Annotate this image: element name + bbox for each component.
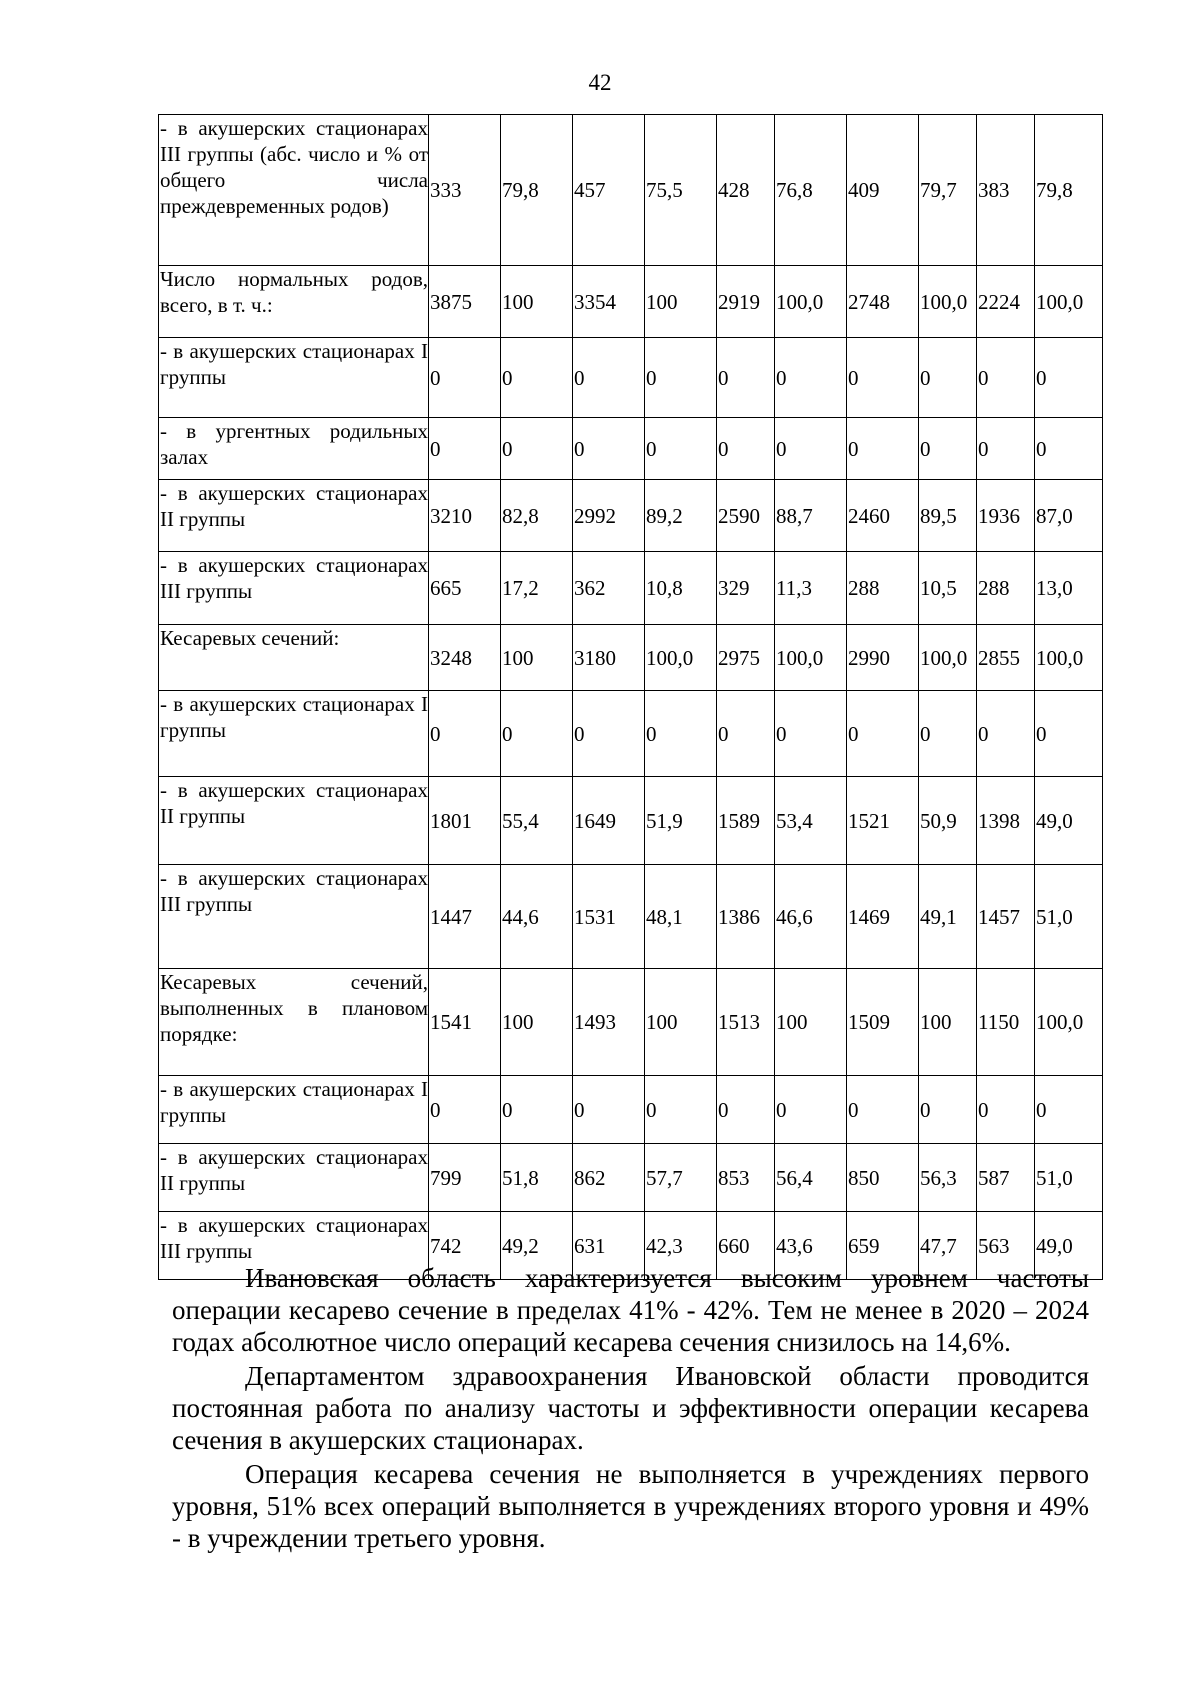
table-cell: 0 <box>1035 1076 1103 1144</box>
table-cell: 100,0 <box>919 625 977 691</box>
table-cell: 0 <box>645 1076 717 1144</box>
table-cell: 0 <box>429 691 501 777</box>
paragraph: Департаментом здравоохранения Ивановской области проводится постоянная работа по анализу частоты и эффективности операции кесарева сечения в акушерских стационарах. <box>172 1361 1089 1455</box>
table-cell: 51,8 <box>501 1144 573 1212</box>
table-cell: 57,7 <box>645 1144 717 1212</box>
table-cell: 1589 <box>717 777 775 865</box>
table-cell: 0 <box>977 1076 1035 1144</box>
table-cell: 2990 <box>847 625 919 691</box>
table-cell: 100 <box>775 969 847 1076</box>
table-cell: 2975 <box>717 625 775 691</box>
row-label: - в акушерских стационарах I группы <box>159 338 429 418</box>
table-cell: 87,0 <box>1035 480 1103 552</box>
statistics-table <box>158 114 1103 1280</box>
table-cell: 1509 <box>847 969 919 1076</box>
table-cell: 2919 <box>717 266 775 338</box>
table-cell: 862 <box>573 1144 645 1212</box>
table-row <box>159 1144 1103 1212</box>
table-cell: 3354 <box>573 266 645 338</box>
table-cell: 2460 <box>847 480 919 552</box>
table-cell: 100,0 <box>775 266 847 338</box>
table-cell: 0 <box>645 338 717 418</box>
table-cell: 53,4 <box>775 777 847 865</box>
table-cell: 100,0 <box>775 625 847 691</box>
table-cell: 100 <box>501 625 573 691</box>
table-cell: 2855 <box>977 625 1035 691</box>
table-cell: 457 <box>573 115 645 266</box>
table-cell: 563 <box>977 1212 1035 1280</box>
row-label: Кесаревых сечений: <box>159 625 429 691</box>
table-cell: 0 <box>1035 338 1103 418</box>
table-cell: 799 <box>429 1144 501 1212</box>
table-cell: 100,0 <box>1035 266 1103 338</box>
table-cell: 1398 <box>977 777 1035 865</box>
table-cell: 13,0 <box>1035 552 1103 625</box>
table-cell: 0 <box>429 1076 501 1144</box>
table-cell: 1447 <box>429 865 501 969</box>
table-cell: 49,1 <box>919 865 977 969</box>
table-cell: 56,4 <box>775 1144 847 1212</box>
table-row <box>159 266 1103 338</box>
table-cell: 0 <box>1035 691 1103 777</box>
row-label: Кесаревых сечений, выполненных в плановом порядке: <box>159 969 429 1076</box>
table-cell: 75,5 <box>645 115 717 266</box>
table-cell: 0 <box>717 1076 775 1144</box>
table-row <box>159 777 1103 865</box>
table-cell: 0 <box>775 418 847 480</box>
table-cell: 47,7 <box>919 1212 977 1280</box>
table-cell: 1457 <box>977 865 1035 969</box>
table-cell: 0 <box>919 1076 977 1144</box>
table-cell: 49,0 <box>1035 777 1103 865</box>
table-cell: 82,8 <box>501 480 573 552</box>
table-cell: 0 <box>775 1076 847 1144</box>
table-cell: 383 <box>977 115 1035 266</box>
table-cell: 1936 <box>977 480 1035 552</box>
table-cell: 0 <box>717 338 775 418</box>
table-cell: 329 <box>717 552 775 625</box>
table-cell: 0 <box>501 691 573 777</box>
table-cell: 100 <box>645 969 717 1076</box>
table-row <box>159 338 1103 418</box>
table-cell: 1531 <box>573 865 645 969</box>
table-cell: 79,7 <box>919 115 977 266</box>
table-cell: 0 <box>1035 418 1103 480</box>
table-cell: 0 <box>573 691 645 777</box>
table-cell: 1513 <box>717 969 775 1076</box>
table-cell: 0 <box>645 418 717 480</box>
table-cell: 665 <box>429 552 501 625</box>
table-cell: 1649 <box>573 777 645 865</box>
table-cell: 0 <box>977 418 1035 480</box>
table-cell: 1386 <box>717 865 775 969</box>
table-cell: 0 <box>501 418 573 480</box>
table-cell: 89,2 <box>645 480 717 552</box>
table-cell: 0 <box>573 338 645 418</box>
table-cell: 100,0 <box>1035 625 1103 691</box>
table-cell: 2590 <box>717 480 775 552</box>
table-cell: 2224 <box>977 266 1035 338</box>
table-cell: 100,0 <box>919 266 977 338</box>
table-cell: 55,4 <box>501 777 573 865</box>
table-cell: 10,8 <box>645 552 717 625</box>
table-cell: 0 <box>847 338 919 418</box>
table-cell: 0 <box>977 338 1035 418</box>
table-row <box>159 625 1103 691</box>
table-cell: 0 <box>573 1076 645 1144</box>
table-cell: 48,1 <box>645 865 717 969</box>
table-row <box>159 691 1103 777</box>
table-cell: 44,6 <box>501 865 573 969</box>
table-cell: 100 <box>501 969 573 1076</box>
paragraph: Ивановская область характеризуется высоким уровнем частоты операции кесарево сечение в пределах 41% - 42%. Тем не менее в 2020 – 2024 годах абсолютное число операций кесарева сечения снизилось на 14,6%. <box>172 1263 1089 1357</box>
table-cell: 0 <box>501 338 573 418</box>
table-row <box>159 969 1103 1076</box>
table-cell: 0 <box>501 1076 573 1144</box>
table-cell: 1541 <box>429 969 501 1076</box>
table-cell: 742 <box>429 1212 501 1280</box>
table-cell: 1801 <box>429 777 501 865</box>
table-cell: 11,3 <box>775 552 847 625</box>
table-row <box>159 865 1103 969</box>
table-cell: 51,9 <box>645 777 717 865</box>
paragraph: Операция кесарева сечения не выполняется в учреждениях первого уровня, 51% всех операций выполняется в учреждениях второго уровня и 49% - в учреждении третьего уровня. <box>172 1459 1089 1553</box>
table-cell: 3210 <box>429 480 501 552</box>
row-label: - в акушерских стационарах III группы <box>159 1212 429 1280</box>
table-cell: 42,3 <box>645 1212 717 1280</box>
table-cell: 333 <box>429 115 501 266</box>
table-row <box>159 480 1103 552</box>
table-cell: 0 <box>919 338 977 418</box>
table-cell: 46,6 <box>775 865 847 969</box>
row-label: - в акушерских стационарах II группы <box>159 1144 429 1212</box>
table-cell: 100,0 <box>1035 969 1103 1076</box>
table-cell: 3180 <box>573 625 645 691</box>
table-cell: 100 <box>501 266 573 338</box>
table-cell: 1469 <box>847 865 919 969</box>
row-label: - в акушерских стационарах II группы <box>159 777 429 865</box>
table-cell: 79,8 <box>1035 115 1103 266</box>
table-cell: 409 <box>847 115 919 266</box>
row-label: Число нормальных родов, всего, в т. ч.: <box>159 266 429 338</box>
table-cell: 88,7 <box>775 480 847 552</box>
table-cell: 428 <box>717 115 775 266</box>
table-cell: 0 <box>977 691 1035 777</box>
table-cell: 0 <box>847 418 919 480</box>
table-cell: 51,0 <box>1035 1144 1103 1212</box>
table-cell: 0 <box>429 338 501 418</box>
table-cell: 853 <box>717 1144 775 1212</box>
table-cell: 0 <box>847 1076 919 1144</box>
table-cell: 659 <box>847 1212 919 1280</box>
table-cell: 0 <box>775 338 847 418</box>
table-cell: 0 <box>919 418 977 480</box>
table-cell: 1493 <box>573 969 645 1076</box>
table-cell: 3248 <box>429 625 501 691</box>
table-cell: 76,8 <box>775 115 847 266</box>
table-cell: 2992 <box>573 480 645 552</box>
table-cell: 0 <box>919 691 977 777</box>
table-cell: 17,2 <box>501 552 573 625</box>
table-cell: 0 <box>775 691 847 777</box>
table-cell: 100 <box>645 266 717 338</box>
row-label: - в акушерских стационарах I группы <box>159 1076 429 1144</box>
table-row <box>159 418 1103 480</box>
table-cell: 1150 <box>977 969 1035 1076</box>
table-cell: 100 <box>919 969 977 1076</box>
row-label: - в акушерских стационарах I группы <box>159 691 429 777</box>
table-body <box>159 115 1103 1280</box>
table-cell: 362 <box>573 552 645 625</box>
table-row <box>159 1076 1103 1144</box>
table-cell: 43,6 <box>775 1212 847 1280</box>
table-cell: 0 <box>717 418 775 480</box>
table-cell: 100,0 <box>645 625 717 691</box>
table-cell: 50,9 <box>919 777 977 865</box>
table-cell: 49,2 <box>501 1212 573 1280</box>
table-cell: 0 <box>717 691 775 777</box>
table-cell: 79,8 <box>501 115 573 266</box>
table-cell: 1521 <box>847 777 919 865</box>
page-number: 42 <box>588 70 612 95</box>
table-cell: 49,0 <box>1035 1212 1103 1280</box>
row-label: - в акушерских стационарах III группы (абс. число и % от общего числа преждевременных родов) <box>159 115 429 266</box>
table-cell: 2748 <box>847 266 919 338</box>
table-row <box>159 552 1103 625</box>
row-label: - в ургентных родильных залах <box>159 418 429 480</box>
table-cell: 288 <box>977 552 1035 625</box>
table-cell: 56,3 <box>919 1144 977 1212</box>
table-cell: 0 <box>645 691 717 777</box>
row-label: - в акушерских стационарах III группы <box>159 865 429 969</box>
table-cell: 51,0 <box>1035 865 1103 969</box>
table-cell: 89,5 <box>919 480 977 552</box>
table-cell: 288 <box>847 552 919 625</box>
row-label: - в акушерских стационарах II группы <box>159 480 429 552</box>
table-cell: 0 <box>847 691 919 777</box>
table-cell: 10,5 <box>919 552 977 625</box>
table-cell: 631 <box>573 1212 645 1280</box>
body-text <box>172 1262 1089 1556</box>
table-cell: 850 <box>847 1144 919 1212</box>
table-cell: 660 <box>717 1212 775 1280</box>
table-cell: 0 <box>429 418 501 480</box>
table-cell: 0 <box>573 418 645 480</box>
table-row <box>159 115 1103 266</box>
row-label: - в акушерских стационарах III группы <box>159 552 429 625</box>
table-cell: 587 <box>977 1144 1035 1212</box>
table-cell: 3875 <box>429 266 501 338</box>
